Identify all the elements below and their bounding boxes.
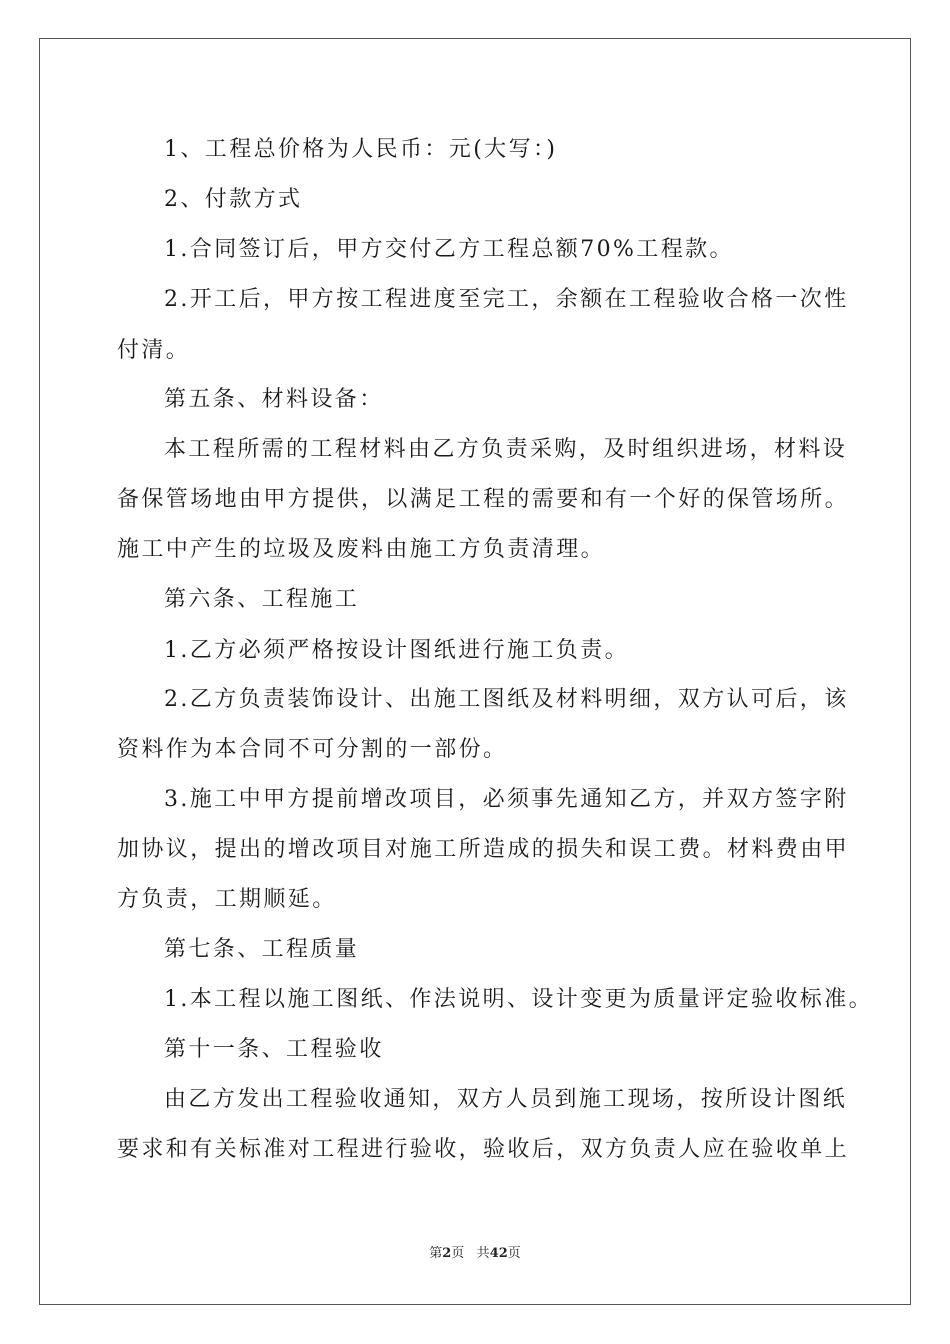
total-page-count: 42 — [489, 1246, 508, 1261]
paragraph-line: 备保管场地由甲方提供，以满足工程的需要和有一个好的保管场所。 — [117, 487, 850, 512]
paragraph-line: 2.开工后，甲方按工程进度至完工，余额在工程验收合格一次性 — [164, 287, 849, 312]
total-pages-prefix: 共 — [476, 1246, 490, 1261]
paragraph-line: 付清。 — [117, 338, 191, 363]
paragraph-line: 1、工程总价格为人民币：元(大写：) — [164, 137, 558, 162]
paragraph-line: 由乙方发出工程验收通知，双方人员到施工现场，按所设计图纸 — [164, 1087, 848, 1112]
page-footer — [0, 1246, 950, 1262]
section-heading: 第七条、工程质量 — [164, 937, 360, 962]
paragraph-line: 1.合同签订后，甲方交付乙方工程总额70%工程款。 — [164, 237, 734, 262]
paragraph-line: 要求和有关标准对工程进行验收，验收后，双方负责人应在验收单上 — [117, 1137, 850, 1162]
current-page-number: 2 — [442, 1246, 452, 1261]
paragraph-line: 2.乙方负责装饰设计、出施工图纸及材料明细，双方认可后，该 — [164, 687, 849, 712]
paragraph-line: 方负责，工期顺延。 — [117, 887, 337, 912]
paragraph-line: 资料作为本合同不可分割的一部份。 — [117, 737, 508, 762]
page-number-prefix: 第 — [429, 1246, 443, 1261]
section-heading: 第六条、工程施工 — [164, 587, 360, 612]
paragraph-line: 施工中产生的垃圾及废料由施工方负责清理。 — [117, 537, 606, 562]
paragraph-line: 3.施工中甲方提前增改项目，必须事先通知乙方，并双方签字附 — [164, 787, 849, 812]
paragraph-line: 本工程所需的工程材料由乙方负责采购，及时组织进场，材料设 — [164, 437, 848, 462]
section-heading: 第五条、材料设备： — [164, 387, 384, 412]
section-heading: 第十一条、工程验收 — [164, 1037, 384, 1062]
paragraph-line: 2、付款方式 — [164, 187, 303, 212]
paragraph-line: 加协议，提出的增改项目对施工所造成的损失和误工费。材料费由甲 — [117, 837, 850, 862]
total-pages-suffix: 页 — [507, 1246, 521, 1261]
paragraph-line: 1.本工程以施工图纸、作法说明、设计变更为质量评定验收标准。 — [164, 987, 873, 1012]
paragraph-line: 1.乙方必须严格按设计图纸进行施工负责。 — [164, 638, 629, 663]
page-number-suffix: 页 — [451, 1246, 465, 1261]
